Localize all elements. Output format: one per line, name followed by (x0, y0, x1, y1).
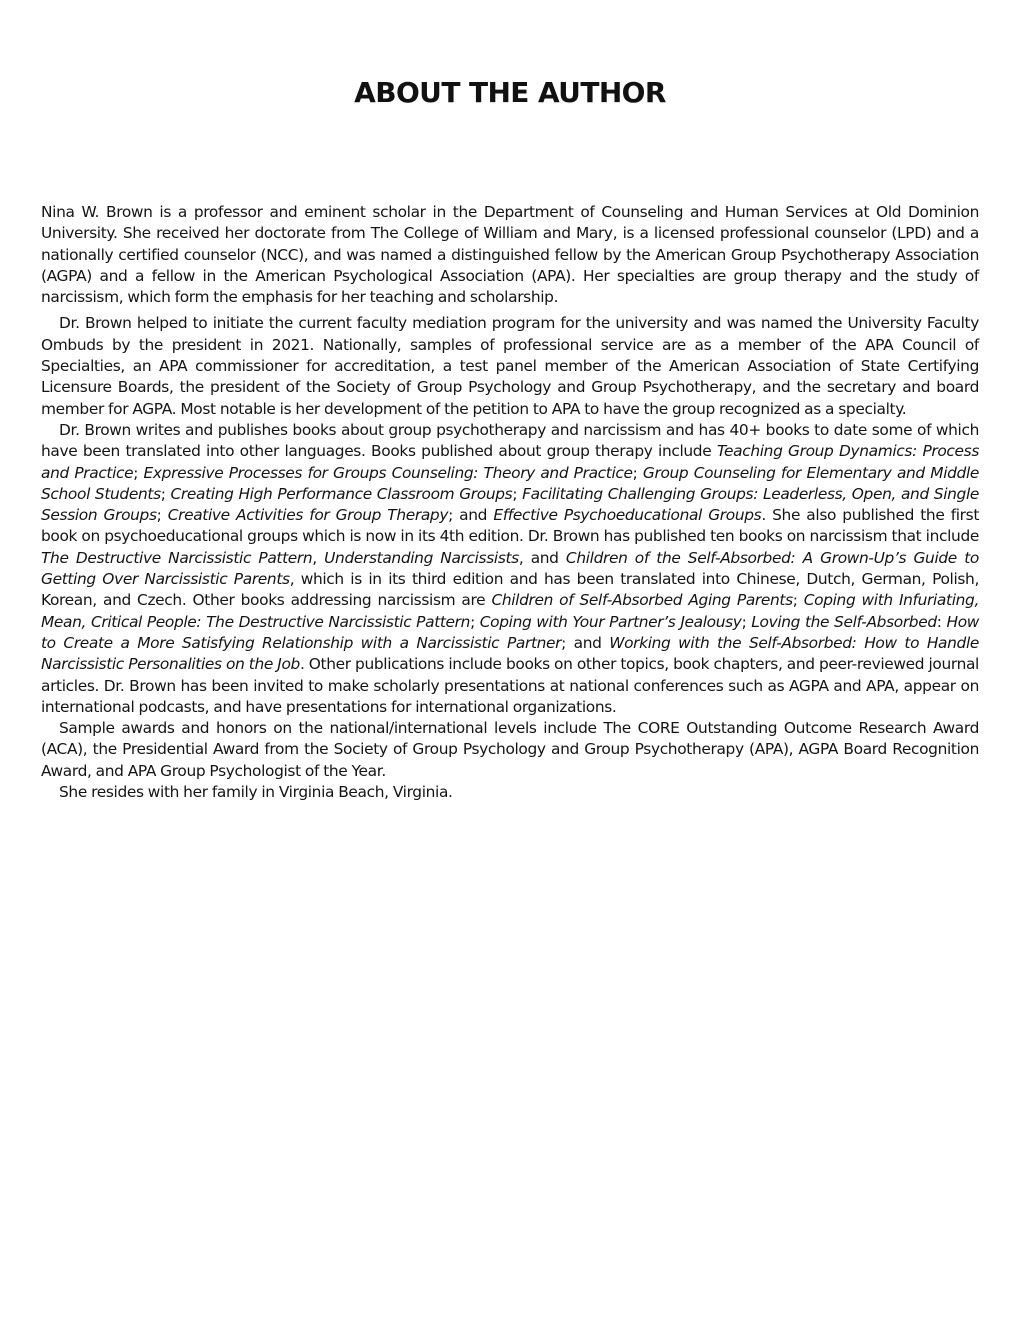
text-run: ; (470, 612, 480, 631)
text-run: , and (518, 548, 566, 567)
paragraph-residence (41, 782, 979, 803)
page-title: ABOUT THE AUTHOR (354, 76, 666, 109)
paragraph-intro (41, 202, 979, 308)
book-title: Facilitating Challenging Groups: Leaderless, Open, and Single Session Groups (41, 484, 980, 525)
book-title: Children of Self-Absorbed Aging Parents (491, 591, 793, 610)
book-title: How to Create a More Satisfying Relationship with a Narcissistic Partner (41, 612, 980, 652)
text-run: She resides with her family in Virginia Beach, Virginia. (59, 783, 453, 802)
text-run: Dr. Brown writes and publishes books about group psychotherapy and narcissism and has 40+ books to date some of which have been translated into other languages. Books published about group therapy include (41, 420, 979, 461)
book-title: Effective Psychoeducational Groups (493, 506, 762, 525)
text-run: ; and (448, 506, 494, 525)
book-title: Coping with Infuriating, Mean, Critical People: The Destructive Narcissistic Pattern (41, 591, 979, 631)
text-run: . She also published the first book on psychoeducational groups which is now in its 4th edition. Dr. Brown has published ten books on narcissism that include (41, 506, 980, 546)
text-run: Sample awards and honors on the national/international levels include The CORE Outstanding Outcome Research Award (ACA), the Presidential Award from the Society of Group Psychology and Group Psychotherapy (APA), AGPA Board Recognition Award, and APA Group Psychologist of the Year. (41, 719, 979, 780)
text-run: ; (512, 484, 523, 503)
book-title: Coping with Your Partner’s Jealousy (479, 612, 742, 631)
text-run: . Other publications include books on other topics, book chapters, and peer-reviewed journal articles. Dr. Brown has been invited to make scholarly presentations at national conferences such as AGPA and APA, appear on international podcasts, and have presentations for international organizations. (41, 655, 979, 716)
text-run: ; (156, 506, 168, 525)
book-title: Group Counseling for Elementary and Middle School Students (41, 463, 980, 503)
text-run: ; (133, 463, 144, 482)
text-run: ; (792, 591, 804, 610)
book-title: Expressive Processes for Groups Counseling: Theory and Practice (143, 463, 633, 482)
text-run: ; and (561, 633, 610, 652)
text-run: , (312, 548, 325, 567)
paragraph-publications (41, 420, 979, 718)
book-title: Working with the Self-Absorbed: How to Handle Narcissistic Personalities on the Job (41, 633, 979, 674)
text-run: , which is in its third edition and has been translated into Chinese, Dutch, German, Polish, Korean, and Czech. Other books addressing narcissism are (41, 570, 979, 610)
text-run: ; (632, 463, 643, 482)
author-biography (41, 202, 979, 803)
book-title: Loving the Self-Absorbed (751, 612, 937, 631)
text-run: Nina W. Brown is a professor and eminent scholar in the Department of Counseling and Human Services at Old Dominion University. She received her doctorate from The College of William and Mary, is a licensed professional counselor (LPD) and a nationally certified counselor (NCC), and was named a distinguished fellow by the American Group Psychotherapy Association (AGPA) and a fellow in the American Psychological Association (APA). Her specialties are group therapy and the study of narcissism, which form the emphasis for her teaching and scholarship. (41, 203, 979, 307)
text-run: ; (160, 484, 171, 503)
book-title: Creative Activities for Group Therapy (167, 506, 449, 525)
book-title: Understanding Narcissists (324, 548, 519, 567)
paragraph-service (41, 313, 979, 419)
book-title: Creating High Performance Classroom Groups (170, 484, 513, 503)
text-run: : (936, 612, 947, 631)
text-run: Dr. Brown helped to initiate the current faculty mediation program for the university and was named the University Faculty Ombuds by the president in 2021. Nationally, samples of professional service are as a member of the APA Council of Specialties, an APA commissioner for accreditation, a test panel member of the American Association of State Certifying Licensure Boards, the president of the Society of Group Psychology and Group Psychotherapy, and the secretary and board member for AGPA. Most notable is her development of the petition to APA to have the group recognized as a specialty. (41, 314, 979, 418)
paragraph-awards (41, 718, 979, 782)
book-title: The Destructive Narcissistic Pattern (41, 548, 313, 567)
book-title: Teaching Group Dynamics: Process and Practice (41, 442, 979, 482)
text-run: ; (741, 612, 752, 631)
book-title: Children of the Self-Absorbed: A Grown-Up’s Guide to Getting Over Narcissistic Parents (41, 548, 979, 589)
